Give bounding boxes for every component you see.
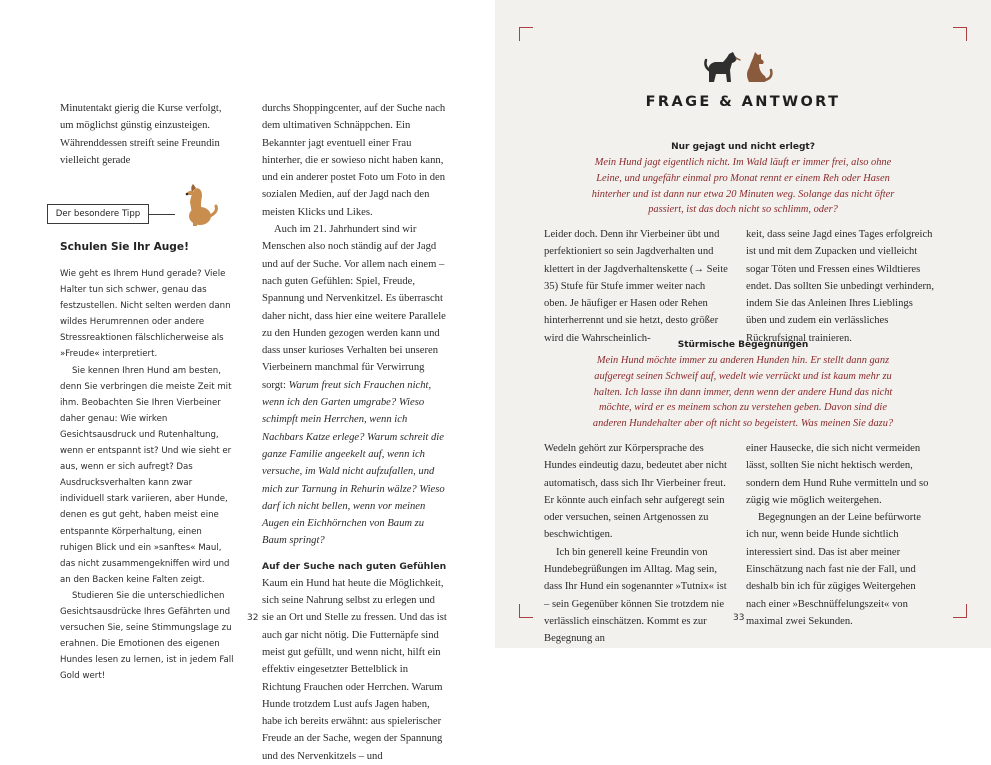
question-text-1: Mein Hund jagt eigentlich nicht. Im Wald läuft er immer frei, also ohne Leine, und ungefähr einmal pro Monat rennt er einem Reh oder Hasen hinterher und ist dann nur etwa 20 Minuten weg. Solange das nicht öfter passiert, ist das doch nicht so schlimm, oder? (591, 157, 895, 216)
answer-2-paragraph-4: Begegnungen an der Leine befürworte ich nur, wenn beide Hunde sichtlich interessiert sind. Das ist aber meiner Einschätzung nach fast nie der Fall, und deshalb bin ich für zügiges Weitergehen nach einer »Beschnüffelungszeit« von maximal zwei Sekunden. (746, 512, 921, 627)
col2-paragraph-2-text: Auch im 21. Jahrhundert sind wir Menschen also noch ständig auf der Jagd und auf der Suche. Vor allem nach einem – nach guten Gefühlen: Spiel, Freude, Spannung und Nervenkitzel. Es überrascht daher nicht, dass hier eine weitere Parallele zu den Hunden gezogen werden kann und dass unser kurioses Verhalten bei unseren Vierbeinern manchmal für Verwirrung sorgt: (262, 224, 446, 391)
answer-1-column-right (746, 226, 936, 347)
tip-paragraph-1: Wie geht es Ihrem Hund gerade? Viele Halter tun sich schwer, genau das festzustellen. Nicht selten werden dann wildes Herumrennen oder andere Stressreaktionen fälschlicherweise als »Freude« interpretiert. (60, 269, 231, 360)
answer-1-column-left (544, 226, 730, 347)
tip-box-content (60, 266, 236, 684)
intro-paragraph: Minutentakt gierig die Kurse verfolgt, um möglichst günstig einzusteigen. Währenddessen streift seine Freundin vielleicht gerade (60, 103, 222, 166)
answer-1-paragraph-left: Leider doch. Denn ihr Vierbeiner übt und perfektioniert so sein Jagdverhalten und klettert in der Jagdverhaltenskette (→ Seite 35) Stufe für Stufe immer weiter nach oben. Je häufiger er Hasen oder Rehen hinterherrennt und sie hetzt, desto größer wird die Wahrscheinlich- (544, 229, 728, 344)
answer-2-column-left (544, 440, 730, 648)
answer-2-column-right (746, 440, 936, 630)
answer-2-paragraph-2: Ich bin generell keine Freundin von Hundebegrüßungen im Alltag. Mag sein, dass Ihr Hund ein sogenannter »Tutnix« ist – sein Gegenüber können Sie trotzdem nie verlässlich einschätzen. Kommt es zur Begegnung an (544, 546, 727, 645)
answer-2-paragraph-3: einer Hausecke, die sich nicht vermeiden lässt, sollten Sie nicht hektisch werden, sondern dem Hund Ruhe vermitteln und so zügig wie möglich weitergehen. (746, 443, 929, 506)
page-number-right: 33 (733, 613, 745, 623)
question-heading-2: Stürmische Begegnungen (677, 340, 809, 350)
answer-1-paragraph-right: keit, dass seine Jagd eines Tages erfolgreich ist und mit dem Zupacken und vielleicht sogar Töten und Fressen eines Wildtieres endet. Das sollten Sie unbedingt verhindern, indem Sie das Anleinen Ihres Lieblings üben und zudem ein verlässliches Rückrufsignal trainieren. (746, 229, 934, 344)
page-number-left: 32 (247, 613, 259, 623)
col2-paragraph-2 (262, 221, 448, 550)
tip-paragraph-3: Studieren Sie die unterschiedlichen Gesichtsausdrücke Ihres Gefährten und versuchen Sie, seine Stimmungslage zu erahnen. Die Emotionen des eigenen Hundes lesen zu lernen, ist in jedem Fall Gold wert! (60, 590, 234, 682)
left-page (0, 0, 495, 762)
col2-paragraph-2-italic: Warum freut sich Frauchen nicht, wenn ich den Garten umgrabe? Wieso schimpft mein Herrchen, wenn ich Nachbars Katze erlege? Warum schreit die ganze Familie angeekelt auf, wenn ich versuche, im Wald nicht aufzufallen, und mich zur Tarnung in Rehurin wälze? Wieso darf ich nicht bellen, wenn vor meinen Augen ein Eichhörnchen von Baum zu Baum springt? (262, 379, 445, 547)
question-heading-1: Nur gejagt und nicht erlegt? (671, 142, 815, 152)
tip-label: Der besondere Tipp (47, 204, 149, 224)
corner-mark-top-left (519, 27, 533, 41)
corner-mark-bottom-right (953, 604, 967, 618)
two-dogs-icon (703, 50, 775, 84)
tip-heading: Schulen Sie Ihr Auge! (60, 241, 189, 253)
corner-mark-top-right (953, 27, 967, 41)
tip-paragraph-2: Sie kennen Ihren Hund am besten, denn Sie verbringen die meiste Zeit mit ihm. Beobachten Sie Ihren Vierbeiner daher genau: Wie wirken Gesichtsausdruck und Rutenhaltung, wenn er entspannt ist? Und wie sieht er aus, wenn er sich aufregt? Das Ausdrucksverhalten kann zwar individuell stark variieren, aber Hunde, denen es gut geht, haben meist eine entspannte Körperhaltung, einen ruhigen Blick und ein »sanftes« Maul, das nicht zusammengekniffen wird und an den Backen keine Falten zeigt. (60, 365, 232, 585)
page-title: FRAGE & ANTWORT (645, 94, 841, 110)
sitting-dog-icon (180, 182, 220, 226)
right-column (262, 100, 448, 765)
col2-paragraph-1: durchs Shoppingcenter, auf der Suche nach dem ultimativen Schnäppchen. Ein Bekannter jagt eventuell einer Frau hinterher, die er sowieso nicht haben kann, und ein anderer postet Foto um Foto in den sozialen Medien, auf der Jagd nach den meisten Klicks und Likes. (262, 103, 446, 218)
col2-paragraph-3: Kaum ein Hund hat heute die Möglichkeit, sich seine Nahrung selbst zu erlegen und sie an Ort und Stelle zu fressen. Und das ist auch gar nicht nötig. Die Futternäpfe sind meist gut gefüllt, und wenn nicht, hilft ein effektiv eingesetzter Bettelblick in Richtung Frauchen oder Herrchen. Warum Hunde trotzdem Lust aufs Jagen haben, habe ich bereits erwähnt: aus spielerischer Freude an der Sache, wegen der Spannung und des Nervenkitzels – und (262, 577, 447, 762)
corner-mark-bottom-left (519, 604, 533, 618)
left-column (60, 100, 236, 169)
answer-2-paragraph-1: Wedeln gehört zur Körpersprache des Hundes eindeutig dazu, bedeutet aber nicht automatisch, dass sich Ihr Vierbeiner freut. Er könnte auch einfach sehr aufgeregt sein oder versuchen, seinen Artgenossen zu beschwichtigen. (544, 443, 727, 541)
question-text-2: Mein Hund möchte immer zu anderen Hunden hin. Er stellt dann ganz aufgeregt seinen Schweif auf, wedelt wie verrückt und ist kaum mehr zu halten. Ich lasse ihn dann immer, denn wenn der andere Hund das nicht möchte, wird er es meinem schon zu verstehen geben. Davon sind die anderen Hundehalter aber oft nicht so begeistert. Was meinen Sie dazu? (592, 355, 894, 430)
section-heading: Auf der Suche nach guten Gefühlen (262, 560, 447, 572)
tip-divider (149, 214, 175, 215)
